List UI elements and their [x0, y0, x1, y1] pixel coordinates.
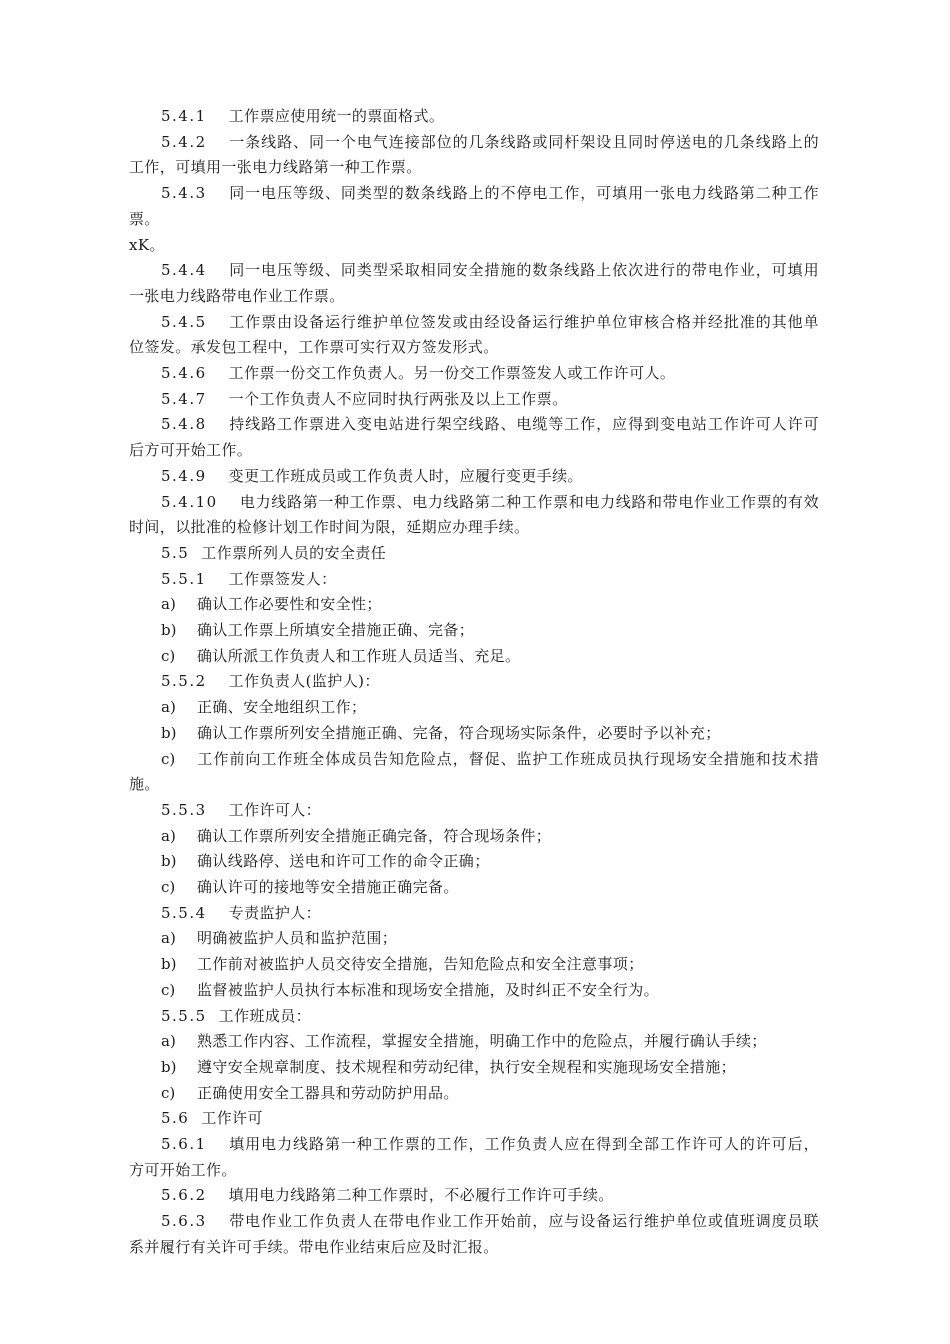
list-marker: b)	[161, 621, 177, 639]
clause-line	[161, 387, 819, 411]
continuation-line	[129, 1235, 819, 1259]
continuation-line	[129, 284, 819, 308]
clause-number: 5.5.2	[161, 672, 207, 691]
clause-line	[161, 541, 819, 565]
clause-text: 正确、安全地组织工作；	[197, 698, 367, 717]
clause-text-continued: 位签发。承发包工程中，工作票可实行双方签发形式。	[129, 338, 499, 357]
clause-number: 5.4.2	[161, 132, 207, 151]
clause-text: 确认所派工作负责人和工作班人员适当、充足。	[197, 646, 521, 665]
clause-text: 工作票签发人：	[228, 569, 337, 588]
list-item	[161, 875, 819, 899]
continuation-line	[129, 772, 819, 796]
clause-number: 5.5.3	[161, 800, 207, 819]
clause-text: 专责监护人：	[228, 903, 322, 922]
list-marker: b)	[161, 1057, 177, 1076]
list-marker: c)	[161, 749, 176, 768]
clause-number: 5.5.5	[161, 1006, 207, 1025]
clause-line	[161, 567, 819, 591]
clause-number: 5.6.2	[161, 1186, 207, 1205]
list-marker: b)	[161, 955, 177, 974]
stray-text-line	[129, 233, 819, 257]
clause-text: 电力线路第一种工作票、电力线路第二种工作票和电力线路和带电作业工作票的有效	[239, 492, 819, 511]
clause-text: 工作前对被监护人员交待安全措施，告知危险点和安全注意事项；	[197, 955, 644, 974]
clause-text: 确认工作票所列安全措施正确、完备，符合现场实际条件，必要时予以补充；	[197, 723, 721, 742]
clause-number: 5.4.5	[161, 312, 207, 331]
clause-line	[161, 104, 819, 128]
clause-text: 工作许可	[201, 1109, 263, 1128]
list-item	[161, 592, 819, 616]
list-item	[161, 824, 819, 848]
clause-text: 确认线路停、送电和许可工作的命令正确；	[197, 852, 490, 871]
continuation-line	[129, 438, 819, 462]
clause-line	[161, 1106, 819, 1130]
clause-text-continued: 一张电力线路带电作业工作票。	[129, 286, 345, 305]
clause-text: 工作许可人：	[228, 800, 322, 819]
clause-text: 监督被监护人员执行本标准和现场安全措施，及时纠正不安全行为。	[197, 980, 660, 999]
clause-text: 工作票由设备运行维护单位签发或由经设备运行维护单位审核合格并经批准的其他单	[228, 312, 819, 331]
list-item	[161, 721, 819, 745]
clause-number: 5.4.10	[161, 492, 218, 511]
clause-number: 5.4.1	[161, 107, 207, 125]
clause-text: 确认工作票上所填安全措施正确、完备；	[197, 621, 475, 639]
clause-text: 工作票一份交工作负责人。另一份交工作票签发人或工作许可人。	[228, 364, 676, 382]
clause-line	[161, 130, 819, 154]
clause-text: 变更工作班成员或工作负责人时，应履行变更手续。	[228, 466, 583, 485]
list-item	[161, 1081, 819, 1105]
clause-line	[161, 901, 819, 925]
clause-text: 熟悉工作内容、工作流程，掌握安全措施，明确工作中的危险点，并履行确认手续；	[197, 1032, 767, 1051]
clause-line	[161, 361, 819, 385]
list-marker: a)	[161, 826, 176, 845]
clause-number: 5.5.1	[161, 569, 207, 588]
list-item	[161, 1055, 819, 1079]
clause-line	[161, 258, 819, 282]
continuation-line	[129, 1158, 819, 1182]
clause-text-continued: 工作，可填用一张电力线路第一种工作票。	[129, 158, 422, 177]
list-marker: c)	[161, 878, 176, 896]
list-marker: b)	[161, 723, 177, 742]
clause-line	[161, 181, 819, 205]
clause-text-continued: 时间，以批准的检修计划工作时间为限，延期应办理手续。	[129, 518, 530, 537]
clause-line	[161, 1209, 819, 1233]
continuation-line	[129, 515, 819, 539]
clause-text: 同一电压等级、同类型采取相同安全措施的数条线路上依次进行的带电作业，可填用	[228, 261, 819, 280]
clause-text: 带电作业工作负责人在带电作业工作开始前，应与设备运行维护单位或值班调度员联	[228, 1212, 819, 1231]
clause-text: 同一电压等级、同类型的数条线路上的不停电工作，可填用一张电力线路第二种工作	[228, 184, 819, 203]
clause-text: 工作票应使用统一的票面格式。	[228, 107, 445, 125]
clause-number: 5.6	[161, 1109, 190, 1128]
clause-text: 确认许可的接地等安全措施正确完备。	[197, 878, 459, 896]
list-marker: c)	[161, 980, 176, 999]
clause-text: 工作票所列人员的安全责任	[201, 543, 387, 562]
clause-text-continued: 后方可开始工作。	[129, 441, 253, 460]
list-item	[161, 926, 819, 950]
list-marker: a)	[161, 1032, 176, 1051]
clause-text-continued: 施。	[129, 775, 160, 794]
clause-text: 工作班成员：	[218, 1006, 312, 1025]
list-item	[161, 695, 819, 719]
list-item	[161, 978, 819, 1002]
clause-text: 确认工作必要性和安全性；	[197, 595, 382, 614]
clause-line	[161, 1004, 819, 1028]
continuation-line	[129, 207, 819, 231]
clause-number: 5.4.7	[161, 389, 207, 408]
clause-number: 5.6.1	[161, 1135, 207, 1153]
clause-line	[161, 1183, 819, 1207]
list-marker: a)	[161, 698, 176, 717]
clause-line	[161, 490, 819, 514]
clause-text: 工作前向工作班全体成员告知危险点，督促、监护工作班成员执行现场安全措施和技术措	[197, 749, 819, 768]
clause-number: 5.4.3	[161, 184, 207, 203]
clause-number: 5.4.4	[161, 261, 207, 280]
list-item	[161, 747, 819, 771]
list-item	[161, 952, 819, 976]
list-item	[161, 618, 819, 642]
clause-line	[161, 464, 819, 488]
clause-line	[161, 798, 819, 822]
list-marker: c)	[161, 1083, 176, 1102]
list-marker: c)	[161, 646, 176, 665]
continuation-line	[129, 155, 819, 179]
clause-number: 5.6.3	[161, 1212, 207, 1231]
clause-text: 填用电力线路第二种工作票时，不必履行工作许可手续。	[228, 1186, 614, 1205]
stray-text: xK。	[129, 235, 165, 254]
continuation-line	[129, 335, 819, 359]
clause-number: 5.5.4	[161, 903, 207, 922]
clause-line	[161, 412, 819, 436]
clause-text: 正确使用安全工器具和劳动防护用品。	[197, 1083, 459, 1102]
clause-number: 5.4.8	[161, 415, 207, 434]
clause-number: 5.4.9	[161, 466, 207, 485]
clause-text-continued: 票。	[129, 209, 160, 228]
list-item	[161, 849, 819, 873]
list-item	[161, 1029, 819, 1053]
clause-text-continued: 系并履行有关许可手续。带电作业结束后应及时汇报。	[129, 1237, 499, 1256]
list-marker: b)	[161, 852, 177, 871]
clause-text: 填用电力线路第一种工作票的工作，工作负责人应在得到全部工作许可人的许可后，	[228, 1135, 819, 1153]
clause-line	[161, 310, 819, 334]
list-item	[161, 644, 819, 668]
clause-line	[161, 1132, 819, 1156]
clause-text: 工作负责人(监护人)：	[228, 672, 380, 691]
list-marker: a)	[161, 595, 176, 614]
clause-text: 持线路工作票进入变电站进行架空线路、电缆等工作，应得到变电站工作许可人许可	[228, 415, 819, 434]
clause-text: 一条线路、同一个电气连接部位的几条线路或同杆架设且同时停送电的几条线路上的	[228, 132, 819, 151]
clause-text-continued: 方可开始工作。	[129, 1160, 237, 1179]
clause-text: 确认工作票所列安全措施正确完备，符合现场条件；	[197, 826, 552, 845]
list-marker: a)	[161, 929, 176, 948]
clause-text: 遵守安全规章制度、技术规程和劳动纪律，执行安全规程和实施现场安全措施；	[197, 1057, 737, 1076]
clause-text: 明确被监护人员和监护范围；	[197, 929, 398, 948]
clause-line	[161, 669, 819, 693]
clause-text: 一个工作负责人不应同时执行两张及以上工作票。	[228, 389, 568, 408]
clause-number: 5.4.6	[161, 364, 207, 382]
clause-number: 5.5	[161, 543, 190, 562]
